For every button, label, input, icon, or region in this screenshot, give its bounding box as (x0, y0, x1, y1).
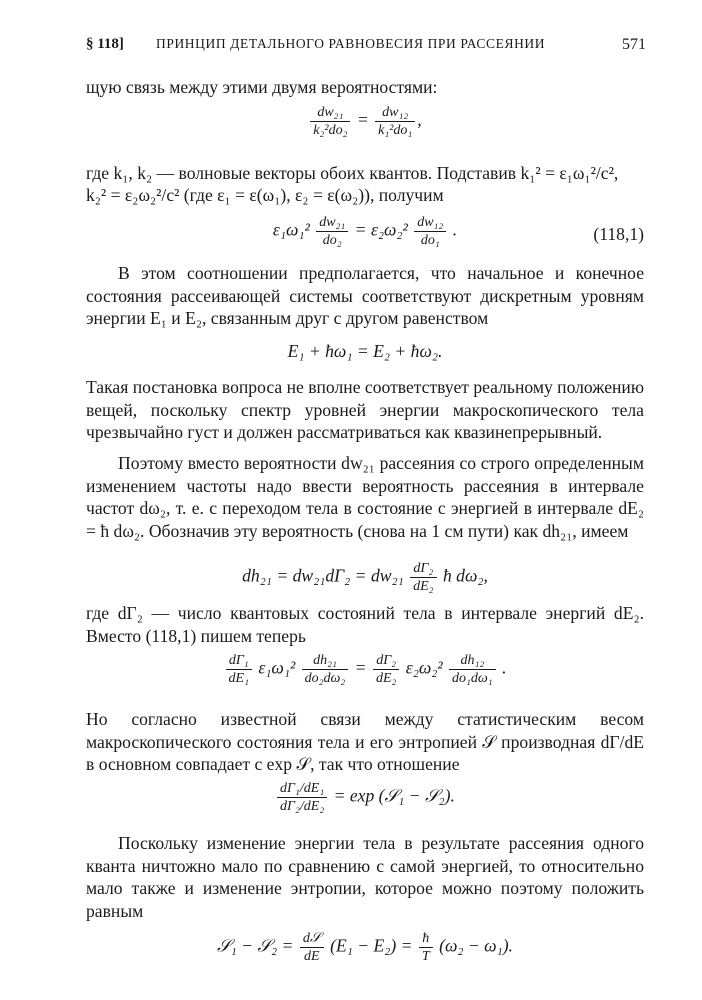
paragraph-5: Поэтому вместо вероятности dw₂₁ рассеяния со строго определенным изменением частоты надо ввести вероятность рассеяния в интервале частот dω₂, т. е. с переходом тела в состояние с энергией в интервале dE₂ = ħ dω₂. Обозначив эту вероятность (снова на 1 см пути) как dh₂₁, имеем (86, 453, 644, 541)
equation-6: $\frac{\text{dΓ₁/dE₁}}{\text{dΓ₂/dE₂}}$ = exp (𝒮₁ − 𝒮₂). (86, 780, 644, 815)
eq7-fraction-2: $\frac{ħ}{T}$ (419, 930, 433, 965)
eq6-fraction: $\frac{\text{dΓ₁/dE₁}}{\text{dΓ₂/dE₂}}$ (277, 780, 327, 815)
paragraph-7: Но согласно известной связи между статистическим весом макроскопического состояния тела и его энтропией 𝒮 производная dΓ/dE в основном совпадает с exp 𝒮, так что отношение (86, 709, 644, 774)
paragraph-6: где dΓ₂ — число квантовых состояний тела в интервале энергий dE₂. Вместо (118,1) пишем теперь (86, 603, 644, 646)
page-number: 571 (622, 36, 646, 53)
paragraph-2-line-1: где k₁, k₂ — волновые векторы обоих квантов. Подставив k₁² = ε₁ω₁²/c², (86, 163, 619, 183)
eq2-fraction-right: $\frac{\text{dw₁₂}}{\text{do₁}}$ (414, 214, 446, 249)
eq7-fraction-1: $\frac{\text{d𝒮}}{dE}$ (300, 930, 324, 965)
eq4-fraction: $\frac{\text{dΓ₂}}{\text{dE₂}}$ (410, 560, 436, 595)
equation-5: $\frac{\text{dΓ₁}}{\text{dE₁}}$ ε₁ω₁² $\frac{\text{dh₂₁}}{\text{do₂dω₂}}$ = $\frac{\text{dΓ₂}}{\text{dE₂}}$ ε₂ω₂² $\frac{\text{dh₁₂}}{\text{do₁dω₁}}$ . (86, 652, 644, 687)
paragraph-2-line-2: k₂² = ε₂ω₂²/c² (где ε₁ = ε(ω₁), ε₂ = ε(ω₂)), получим (86, 185, 444, 205)
section-number: § 118] (86, 36, 124, 52)
eq5-fraction-4: $\frac{\text{dh₁₂}}{\text{do₁dω₁}}$ (449, 652, 496, 687)
paragraph-8: Поскольку изменение энергии тела в результате рассеяния одного кванта ничтожно мало по сравнению с самой энергией, то относительно мало также и изменение энтропии, которое можно поэтому положить равным (86, 833, 644, 921)
paragraph-1: щую связь между этими двумя вероятностями: (86, 77, 438, 97)
equation-2: ε₁ω₁² $\frac{\text{dw₂₁}}{\text{do₂}}$ = ε₂ω₂² $\frac{\text{dw₁₂}}{\text{do₁}}$ . (118,1) (272, 215, 644, 248)
eq1-fraction-right: $\frac{\text{dw₁₂}}{\text{k₁²do₁}}$ (375, 104, 415, 139)
paragraph-3: В этом соотношении предполагается, что начальное и конечное состояния рассеивающей системы соответствуют дискретным уровням энергии E₁ и E₂, связанным друг с другом равенством (86, 263, 644, 328)
equation-4: dh₂₁ = dw₂₁dΓ₂ = dw₂₁ $\frac{\text{dΓ₂}}{\text{dE₂}}$ ħ dω₂, (242, 561, 488, 594)
running-title: ПРИНЦИП ДЕТАЛЬНОГО РАВНОВЕСИЯ ПРИ РАССЕЯНИИ (156, 36, 546, 51)
equation-3: E₁ + ħω₁ = E₂ + ħω₂. (287, 341, 443, 361)
eq5-fraction-3: $\frac{\text{dΓ₂}}{\text{dE₂}}$ (373, 652, 399, 687)
running-header (86, 36, 646, 58)
paragraph-4: Такая постановка вопроса не вполне соответствует реальному положению вещей, поскольку спектр уровней энергии макроскопического тела чрезвычайно густ и должен рассматриваться как квазинепрерывный. (86, 377, 644, 442)
equation-1: $\frac{\text{dw₂₁}}{\text{k₂²do₂}}$ = $\frac{\text{dw₁₂}}{\text{k₁²do₁}}$ , (86, 104, 644, 139)
eq1-fraction-left: $\frac{\text{dw₂₁}}{\text{k₂²do₂}}$ (310, 104, 350, 139)
eq2-fraction-left: $\frac{\text{dw₂₁}}{\text{do₂}}$ (316, 214, 348, 249)
equation-number: (118,1) (593, 224, 644, 244)
equation-7: 𝒮₁ − 𝒮₂ = $\frac{\text{d𝒮}}{dE}$ (E₁ − E₂) = $\frac{ħ}{T}$ (ω₂ − ω₁). (217, 931, 513, 964)
eq5-fraction-2: $\frac{\text{dh₂₁}}{\text{do₂dω₂}}$ (302, 652, 349, 687)
eq5-fraction-1: $\frac{\text{dΓ₁}}{\text{dE₁}}$ (226, 652, 252, 687)
